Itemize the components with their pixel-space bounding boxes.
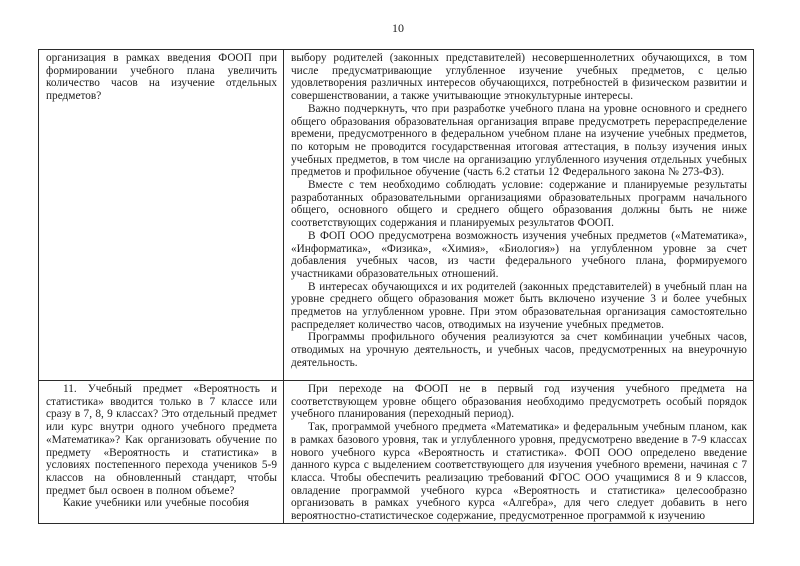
table-row-2	[39, 381, 754, 524]
question-paragraph: организация в рамках введения ФООП при формировании учебного плана увеличить количество часов на изучение отдельных предметов?	[46, 52, 277, 103]
answer-paragraph: Так, программой учебного предмета «Математика» и федеральным учебным планом, как в рамках базового уровня, так и углубленного уровня, предусмотрено введение в 7-9 классах нового учебного курса «Вероятность и статистика». ФОП ООО определено введение данного курса с выделением соответствующего для изучения учебного времени, начиная с 7 класса. Чтобы обеспечить реализацию требований ФГОС ООО учащимися 8 и 9 классов, овладение программой учебного курса «Вероятность и статистика» целесообразно организовать в рамках учебного курса «Алгебра», для чего следует добавить в него вероятностно-статистическое содержание, предусмотренное программой к изучению	[291, 421, 747, 523]
question-paragraph: Какие учебники или учебные пособия	[63, 497, 250, 510]
answer-cell-1	[284, 50, 754, 381]
page-number: 10	[392, 21, 404, 35]
answer-paragraph: В ФОП ООО предусмотрена возможность изучения учебных предметов («Математика», «Информатика», «Физика», «Химия», «Биология») на углубленном уровне за счет добавления учебных часов, из части федерального учебного плана, формируемого участниками образовательных отношений.	[291, 229, 747, 280]
table-row-1	[39, 50, 754, 381]
answer-paragraph: При переходе на ФООП не в первый год изучения учебного предмета на соответствующем уровне общего образования необходимо предусмотреть особый порядок учебного планирования (переходный период).	[291, 383, 747, 421]
qa-table	[38, 49, 754, 524]
answer-paragraph: В интересах обучающихся и их родителей (законных представителей) в учебный план на уровне среднего общего образования может быть включено изучение 3 и более учебных предметов на углубленном уровне. При этом образовательная организация самостоятельно распределяет количество часов, отводимых на изучение учебных предметов.	[291, 280, 747, 331]
answer-paragraph: Программы профильного обучения реализуются за счет комбинации учебных часов, отводимых на урочную деятельность, и учебных часов, предусмотренных на внеурочную деятельность.	[291, 331, 747, 369]
answer-cell-2	[284, 381, 754, 524]
question-paragraph: 11. Учебный предмет «Вероятность и статистика» вводится только в 7 классе или сразу в 7, 8, 9 классах? Это отдельный предмет или курс внутри одного учебного предмета «Математика»? Как организовать обучение по предмету «Вероятность и статистика» в условиях постепенного перехода учеников 5-9 классов на обновленный стандарт, чтобы предмет был освоен в полном объеме?	[46, 383, 277, 497]
answer-paragraph: Вместе с тем необходимо соблюдать условие: содержание и планируемые результаты разработанных образовательными организациями образовательных программ начального общего, основного общего и среднего общего образования должны быть не ниже соответствующих содержания и планируемых результатов ФООП.	[291, 179, 747, 230]
answer-paragraph: Важно подчеркнуть, что при разработке учебного плана на уровне основного и среднего общего образования образовательная организация вправе предусмотреть перераспределение времени, предусмотренного в федеральном учебном плане на изучение учебных предметов, по которым не проводится государственная итоговая аттестация, в пользу изучения иных учебных предметов, в том числе на организацию углубленного изучения отдельных учебных предметов и профильное обучение (часть 6.2 статьи 12 Федерального закона № 273-ФЗ).	[291, 102, 747, 179]
question-cell-1	[39, 50, 284, 381]
question-cell-2	[39, 381, 284, 524]
answer-paragraph: выбору родителей (законных представителей) несовершеннолетних обучающихся, в том числе предусматривающие углубленное изучение учебных предметов, с целью удовлетворения различных интересов обучающихся, потребностей в физическом развитии и совершенствовании, а также учитывающие этнокультурные интересы.	[291, 52, 747, 103]
